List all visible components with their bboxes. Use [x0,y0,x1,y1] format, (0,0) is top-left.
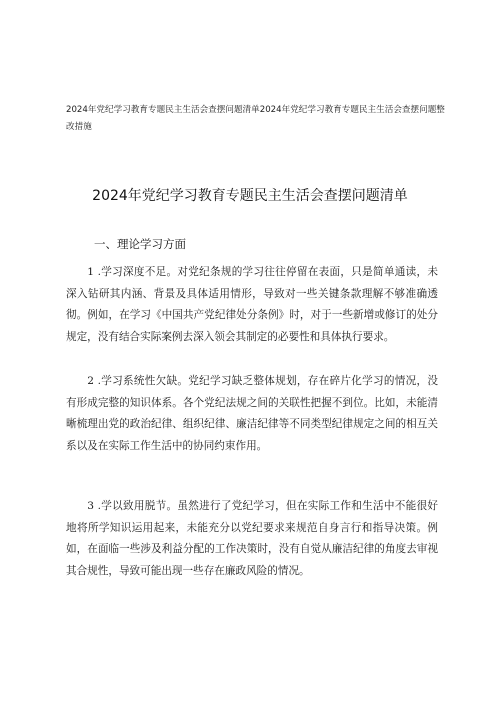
section-heading: 一、理论学习方面 [94,237,186,251]
paragraph-3: 3 .学以致用脱节。虽然进行了党纪学习，但在实际工作和生活中不能很好地将所学知识运用起来，未能充分以党纪要求来规范自身言行和指导决策。例如，在面临一些涉及利益分配的工作决策时，没有自觉从廉洁纪律的角度去审视其合规性，导致可能出现一些存在廉政风险的情况。 [66,500,438,578]
paragraph-1: 1 .学习深度不足。对党纪条规的学习往往停留在表面，只是简单通读，未深入钻研其内涵、背景及具体适用情形，导致对一些关键条款理解不够准确透彻。例如，在学习《中国共产党纪律处分条例》时，对于一些新增或修订的处分规定，没有结合实际案例去深入领会其制定的必要性和具体执行要求。 [66,266,438,344]
document-title: 2024年党纪学习教育专题民主生活会查摆问题清单 [92,188,408,204]
document-header: 2024年党纪学习教育专题民主生活会查摆问题清单2024年党纪学习教育专题民主生活会查摆问题整改措施 [66,105,445,132]
paragraph-2: 2 .学习系统性欠缺。党纪学习缺乏整体规划，存在碎片化学习的情况，没有形成完整的知识体系。各个党纪法规之间的关联性把握不到位。比如，未能清晰梳理出党的政治纪律、组织纪律、廉洁纪律等不同类型纪律规定之间的相互关系以及在实际工作生活中的协同约束作用。 [66,375,438,453]
